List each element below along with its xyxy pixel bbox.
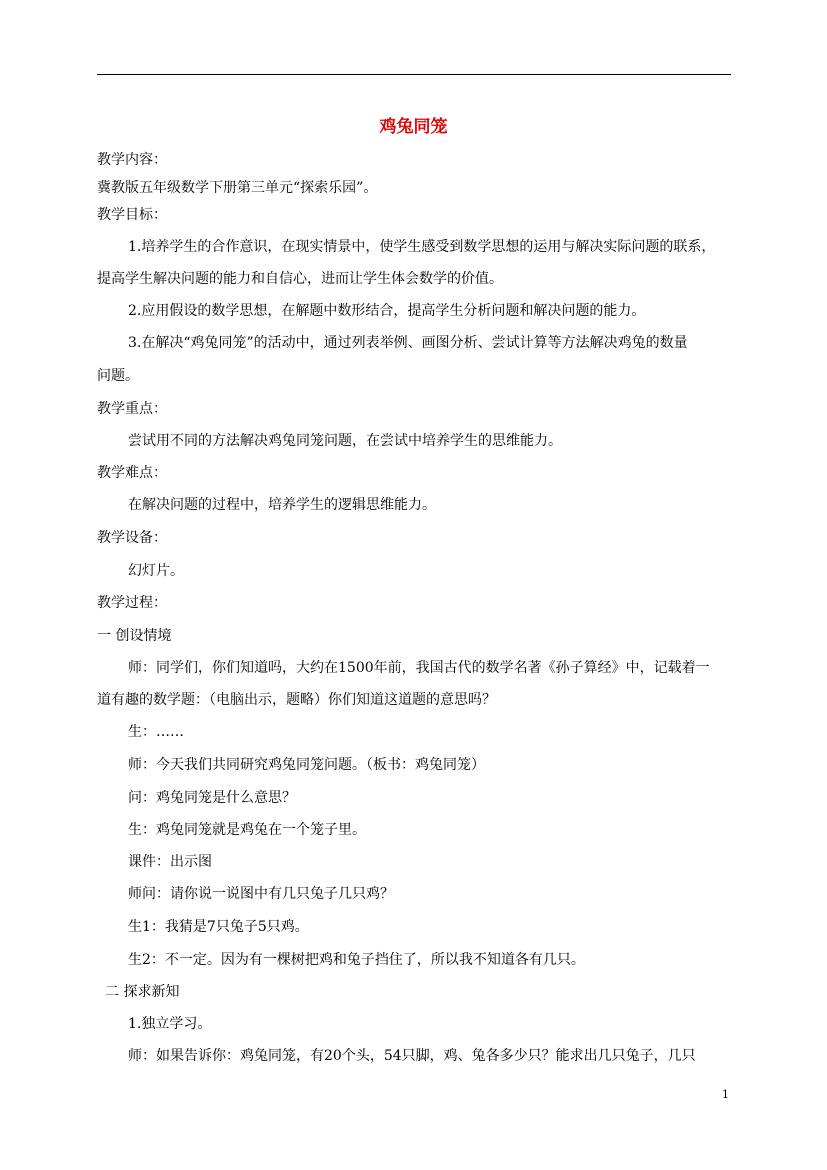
- text-line: 尝试用不同的方法解决鸡兔同笼问题，在尝试中培养学生的思维能力。: [128, 433, 562, 449]
- text-line: 生：……: [128, 724, 184, 740]
- page-number: 1: [722, 1088, 729, 1101]
- text-line: 问：鸡兔同笼是什么意思？: [128, 790, 296, 806]
- text-line: 师：同学们，你们知道吗，大约在1500年前，我国古代的数学名著《孙子算经》中，记载着一: [128, 660, 710, 676]
- text-line: 在解决问题的过程中，培养学生的逻辑思维能力。: [128, 497, 436, 513]
- text-line: 提高学生解决问题的能力和自信心，进而让学生体会数学的价值。: [97, 271, 503, 287]
- text-line: 道有趣的数学题：（电脑出示，题略）你们知道这道题的意思吗？: [97, 692, 496, 708]
- heading-equipment: 教学设备：: [97, 530, 167, 546]
- text-line: 1.培养学生的合作意识，在现实情景中，使学生感受到数学思想的运用与解决实际问题的联系，: [128, 239, 716, 255]
- heading-process: 教学过程：: [97, 595, 167, 611]
- heading-difficulties: 教学难点：: [97, 465, 167, 481]
- text-line: 师问：请你说一说图中有几只兔子几只鸡？: [128, 886, 394, 902]
- text-line: 生2：不一定。因为有一棵树把鸡和兔子挡住了，所以我不知道各有几只。: [128, 952, 585, 968]
- document-title: 鸡兔同笼: [379, 117, 448, 137]
- header-rule: [97, 74, 731, 75]
- text-line: 2.应用假设的数学思想，在解题中数形结合，提高学生分析问题和解决问题的能力。: [128, 303, 646, 319]
- section-heading-1: 一 创设情境: [97, 628, 172, 644]
- text-line: 课件：出示图: [128, 854, 212, 870]
- section-heading-2: 二 探求新知: [105, 984, 180, 1000]
- text-line: 冀教版五年级数学下册第三单元“探索乐园”。: [97, 180, 378, 196]
- text-line: 生1：我猜是7只兔子5只鸡。: [128, 919, 309, 935]
- heading-key-points: 教学重点：: [97, 401, 167, 417]
- heading-content: 教学内容：: [97, 152, 167, 168]
- text-line: 问题。: [97, 368, 139, 384]
- text-line: 1.独立学习。: [128, 1016, 212, 1032]
- heading-goals: 教学目标：: [97, 207, 167, 223]
- text-line: 师：今天我们共同研究鸡兔同笼问题。（板书：鸡兔同笼）: [128, 757, 485, 773]
- text-line: 生：鸡兔同笼就是鸡兔在一个笼子里。: [128, 822, 366, 838]
- text-line: 师：如果告诉你：鸡兔同笼，有20个头，54只脚，鸡、兔各多少只？能求出几只兔子，几只: [128, 1048, 696, 1064]
- text-line: 幻灯片。: [128, 563, 184, 579]
- text-line: 3.在解决“鸡兔同笼”的活动中，通过列表举例、画图分析、尝试计算等方法解决鸡兔的数量: [128, 335, 688, 351]
